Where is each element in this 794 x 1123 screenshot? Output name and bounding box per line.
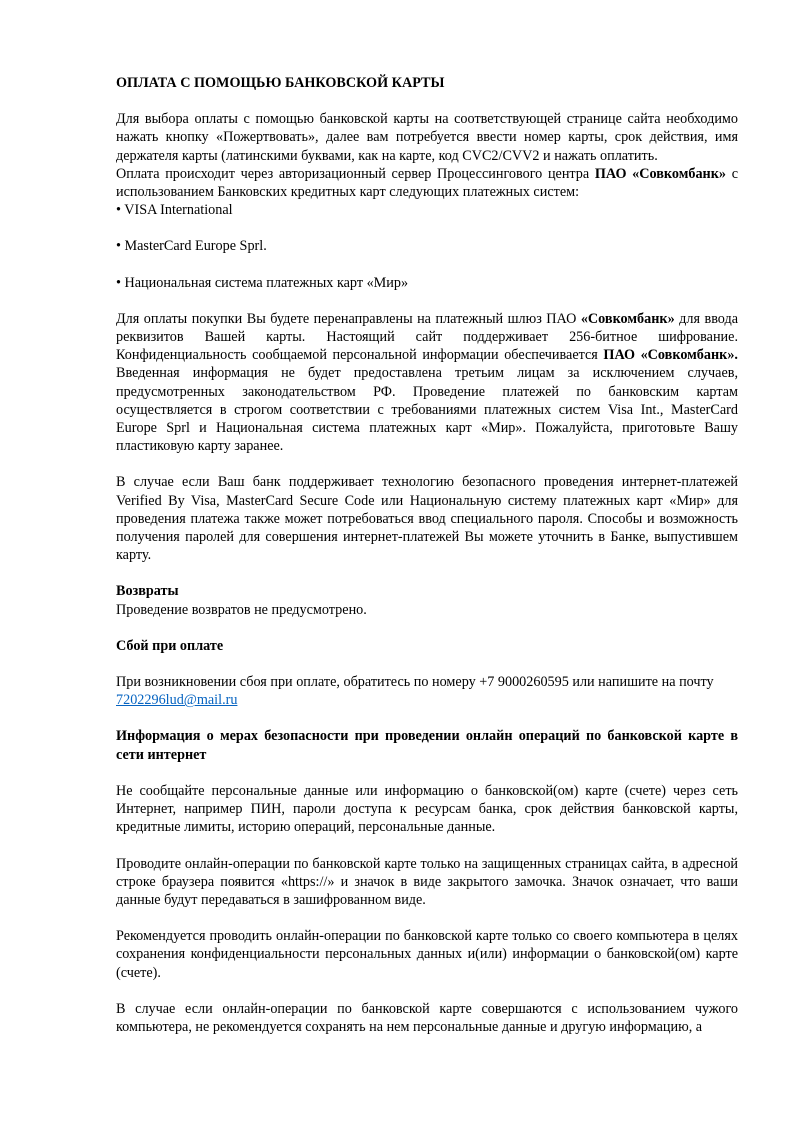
redirect-text-2: для ввода реквизитов Вашей карты. Настоящий сайт поддерживает 256-битное шифрование. Конфиденциальность сообщаемой персональной информации обеспечивается — [116, 310, 739, 364]
refunds-text: Проведение возвратов не предусмотрено. — [116, 601, 367, 618]
payment-system-mir: • Национальная система платежных карт «Мир» — [116, 274, 409, 291]
bank-name: ПАО «Совкомбанк» — [594, 165, 727, 182]
redirect-paragraph — [116, 310, 738, 456]
security-paragraph-3: Рекомендуется проводить онлайн-операции по банковской карте только со своего компьютера в целях сохранения конфиденциальности персональных данных и(или) информации о банковской(ом) карте (счете). — [116, 928, 738, 981]
intro-paragraph: Для выбора оплаты с помощью банковской карты на соответствующей странице сайта необходимо нажать кнопку «Пожертвовать», далее вам потребуется ввести номер карты, срок действия, имя держателя карты (латинскими буквами, как на карте, код CVC2/CVV2 и нажать оплатить. — [116, 111, 738, 164]
payment-system-visa: • VISA International — [116, 202, 233, 219]
security-heading: Информация о мерах безопасности при проведении онлайн операций по банковской карте в сети интернет — [116, 728, 738, 763]
payment-failure-text: При возникновении сбоя при оплате, обратитесь по номеру +7 9000260595 или напишите на почту — [116, 674, 714, 691]
redirect-text-1: Для оплаты покупки Вы будете перенаправлены на платежный шлюз ПАО — [116, 310, 581, 327]
security-paragraph-2: Проводите онлайн-операции по банковской карте только на защищенных страницах сайта, в адресной строке браузера появится «https://» и значок в виде закрытого замочка. Значок означает, что ваши данные будут передаваться в зашифрованном виде. — [116, 855, 738, 908]
processing-text-end: с использованием Банковских кредитных карт следующих платежных систем: — [116, 165, 738, 201]
secure-code-paragraph: В случае если Ваш банк поддерживает технологию безопасного проведения интернет-платежей Verified By Visa, MasterCard Secure Code или Национальную систему платежных карт «Мир» для проведения платежа также может потребоваться ввод специального пароля. Способы и возможность получения паролей для совершения интернет-платежей Вы можете уточнить в Банке, выпустившем карту. — [116, 474, 738, 564]
security-paragraph-1: Не сообщайте персональные данные или информацию о банковской(ом) карте (счете) через сеть Интернет, например ПИН, пароли доступа к ресурсам банка, срок действия банковской карты, кредитные лимиты, историю операций, персональные данные. — [116, 782, 738, 836]
document-title: ОПЛАТА С ПОМОЩЬЮ БАНКОВСКОЙ КАРТЫ — [116, 75, 445, 91]
redirect-bank-name: «Совкомбанк» — [580, 310, 675, 327]
payment-system-mastercard: • MasterCard Europe Sprl. — [116, 238, 267, 255]
security-paragraph-4: В случае если онлайн-операции по банковской карте совершаются с использованием чужого компьютера, не рекомендуется сохранять на нем персональные данные и другую информацию, а — [116, 1000, 738, 1035]
payment-failure-heading: Сбой при оплате — [116, 637, 224, 654]
refunds-heading: Возвраты — [116, 583, 179, 600]
redirect-text-3: Введенная информация не будет предоставлена третьим лицам за исключением случаев, предусмотренных законодательством РФ. Проведение платежей по банковским картам осуществляется в строгом соответствии с требованиями платежных систем Visa Int., MasterCard Europe Sprl и Национальная система платежных карт «Мир». Пожалуйста, приготовьте Вашу пластиковую карту заранее. — [116, 365, 738, 455]
processing-paragraph — [116, 165, 738, 201]
redirect-bank-name-2: ПАО «Совкомбанк». — [603, 347, 738, 364]
contact-email-link[interactable]: 7202296lud@mail.ru — [116, 692, 238, 709]
processing-text: Оплата происходит через авторизационный сервер Процессингового центра — [116, 165, 595, 182]
contact-email-line — [116, 691, 738, 709]
document-content — [116, 74, 738, 1036]
